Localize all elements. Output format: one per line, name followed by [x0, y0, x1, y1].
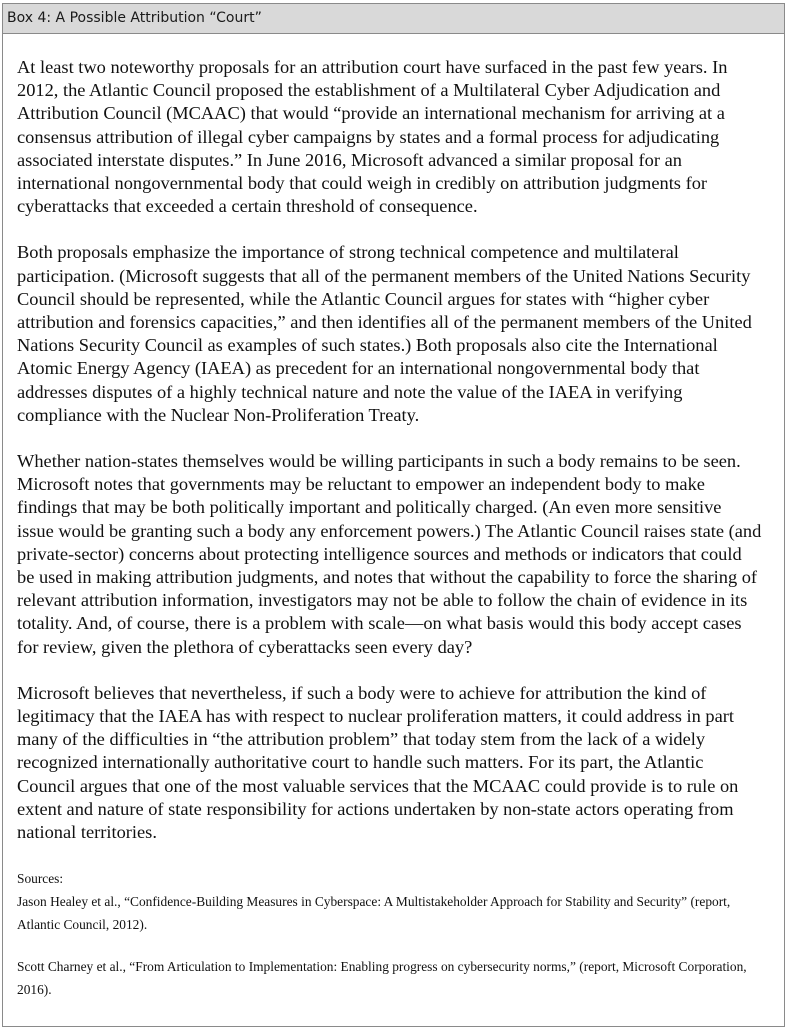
paragraph-3: Whether nation-states themselves would be willing participants in such a body remains to be seen. Microsoft notes that governments may be reluctant to empower an independent body to make findings that may be both politically important and politically charged. (An even more sensitive issue would be granting such a body any enforcement powers.) The Atlantic Council raises state (and private-sector) concerns about protecting intelligence sources and methods or indicators that could be used in making attribution judgments, and notes that without the capability to force the sharing of relevant attribution information, investigators may not be able to follow the chain of evidence in its totality. And, of course, there is a problem with scale—on what basis would this body accept cases for review, given the plethora of cyberattacks seen every day?: [17, 451, 762, 657]
sources-section: [17, 867, 762, 1001]
source-item-1: Jason Healey et al., “Confidence-Building Measures in Cyberspace: A Multistakeholder Approach for Stability and Security” (report, Atlantic Council, 2012).: [17, 894, 731, 933]
box-title: Box 4: A Possible Attribution “Court”: [3, 4, 784, 34]
paragraph-1: At least two noteworthy proposals for an attribution court have surfaced in the past few years. In 2012, the Atlantic Council proposed the establishment of a Multilateral Cyber Adjudication and Attribution Council (MCAAC) that would “provide an international mechanism for arriving at a consensus attribution of illegal cyber campaigns by states and a formal process for adjudicating associated interstate disputes.” In June 2016, Microsoft advanced a similar proposal for an international nongovernmental body that could weigh in credibly on attribution judgments for cyberattacks that exceeded a certain threshold of consequence.: [17, 57, 728, 217]
sources-label: Sources:: [17, 871, 64, 887]
paragraph-2: Both proposals emphasize the importance of strong technical competence and multilateral participation. (Microsoft suggests that all of the permanent members of the United Nations Security Council should be represented, while the Atlantic Council argues for states with “higher cyber attribution and forensics capacities,” and then identifies all of the permanent members of the United Nations Security Council as examples of such states.) Both proposals also cite the International Atomic Energy Agency (IAEA) as precedent for an international nongovernmental body that addresses disputes of a highly technical nature and note the value of the IAEA in verifying compliance with the Nuclear Non-Proliferation Treaty.: [17, 242, 752, 425]
sidebar-box: [2, 3, 785, 1027]
paragraph-4: Microsoft believes that nevertheless, if such a body were to achieve for attribution the kind of legitimacy that the IAEA has with respect to nuclear proliferation matters, it could address in part many of the difficulties in “the attribution problem” that today stem from the lack of a widely recognized internationally authoritative court to handle such matters. For its part, the Atlantic Council argues that one of the most valuable services that the MCAAC could provide is to rule on extent and nature of state responsibility for actions undertaken by non-state actors operating from national territories.: [17, 682, 739, 843]
source-item-2: Scott Charney et al., “From Articulation to Implementation: Enabling progress on cybersecurity norms,” (report, Microsoft Corporation, 2016).: [17, 959, 747, 998]
box-body: [3, 34, 784, 1001]
